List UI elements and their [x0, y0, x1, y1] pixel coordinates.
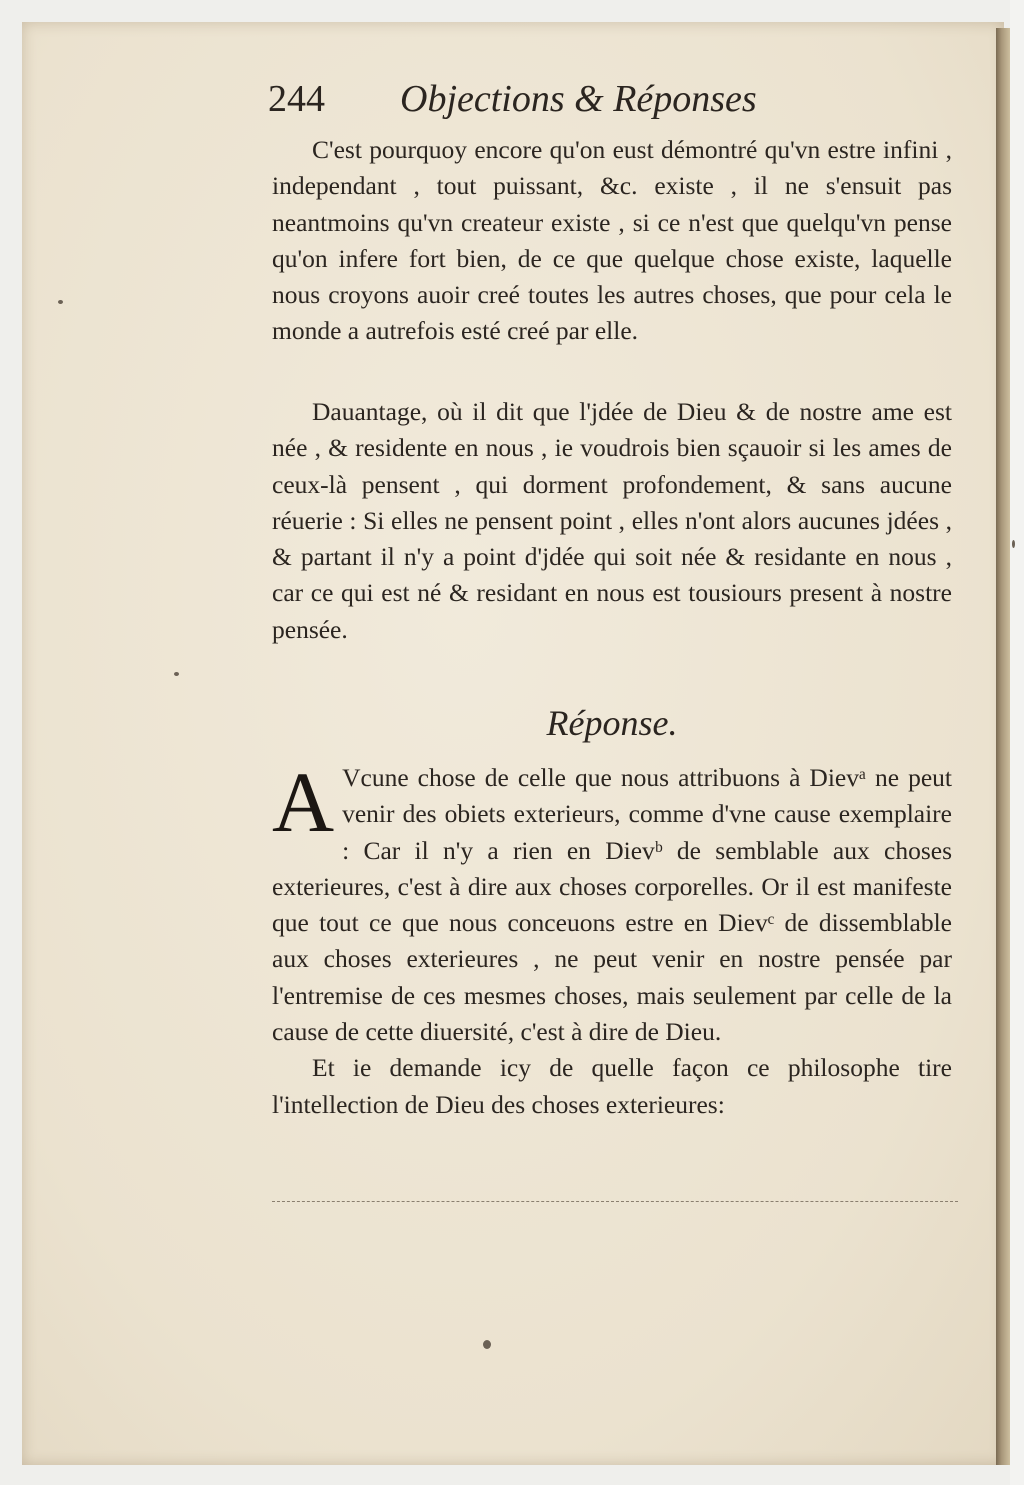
ink-speck	[1012, 540, 1015, 548]
paragraph-1: C'est pourquoy encore qu'on eust démontré qu'vn estre infini , independant , tout puissant, &c. existe , il ne s'ensuit pas neantmoins qu'vn createur existe , si ce n'est que quelqu'vn pense qu'on infere fort bien, de ce que quelque chose existe, laquelle nous croyons auoir creé toutes les autres choses, que pour cela le monde a autrefois esté creé par elle.	[272, 135, 952, 346]
bottom-rule	[272, 1201, 958, 1202]
running-head: Objections & Réponses	[400, 78, 757, 120]
paragraph-2: Dauantage, où il dit que l'jdée de Dieu & de nostre ame est née , & residente en nous , ie voudrois bien sçauoir si les ames de ceux-là pensent , qui dorment profondement, & sans aucune réuerie : Si elles ne pensent point , elles n'ont alors aucunes jdées , & partant il n'y a point d'jdée qui soit née & residante en nous , car ce qui est né & residant en nous est tousiours present à nostre pensée.	[272, 397, 952, 644]
text-block-objection	[272, 394, 952, 648]
text-block-response	[272, 754, 952, 1123]
book-spine-edge	[996, 28, 1010, 1465]
response-paragraph-2: Et ie demande icy de quelle façon ce philosophe tire l'intellection de Dieu des choses exterieures:	[272, 1053, 952, 1119]
scan-background-edge	[1010, 0, 1024, 1485]
response-paragraph-1-text: Vcune chose de celle que nous attribuons à Dievᵃ ne peut venir des obiets exterieurs, comme d'vne cause exemplaire : Car il n'y a rien en Dievᵇ de semblable aux choses exterieures, c'est à dire aux choses corporelles. Or il est manifeste que tout ce que nous conceuons estre en Dievᶜ de dissemblable aux choses exterieures , ne peut venir en nostre pensée par l'entremise de ces mesmes choses, mais seulement par celle de la cause de cette diuersité, c'est à dire de Dieu.	[272, 763, 952, 1047]
page-number: 244	[268, 78, 325, 120]
ink-speck	[58, 300, 63, 304]
page-header	[268, 72, 958, 126]
response-paragraph-1	[272, 754, 952, 1050]
drop-cap: A	[272, 754, 335, 850]
section-heading: Réponse.	[546, 703, 678, 743]
ink-speck	[174, 672, 179, 676]
text-block-continuation	[272, 132, 952, 350]
ink-speck	[483, 1340, 491, 1349]
